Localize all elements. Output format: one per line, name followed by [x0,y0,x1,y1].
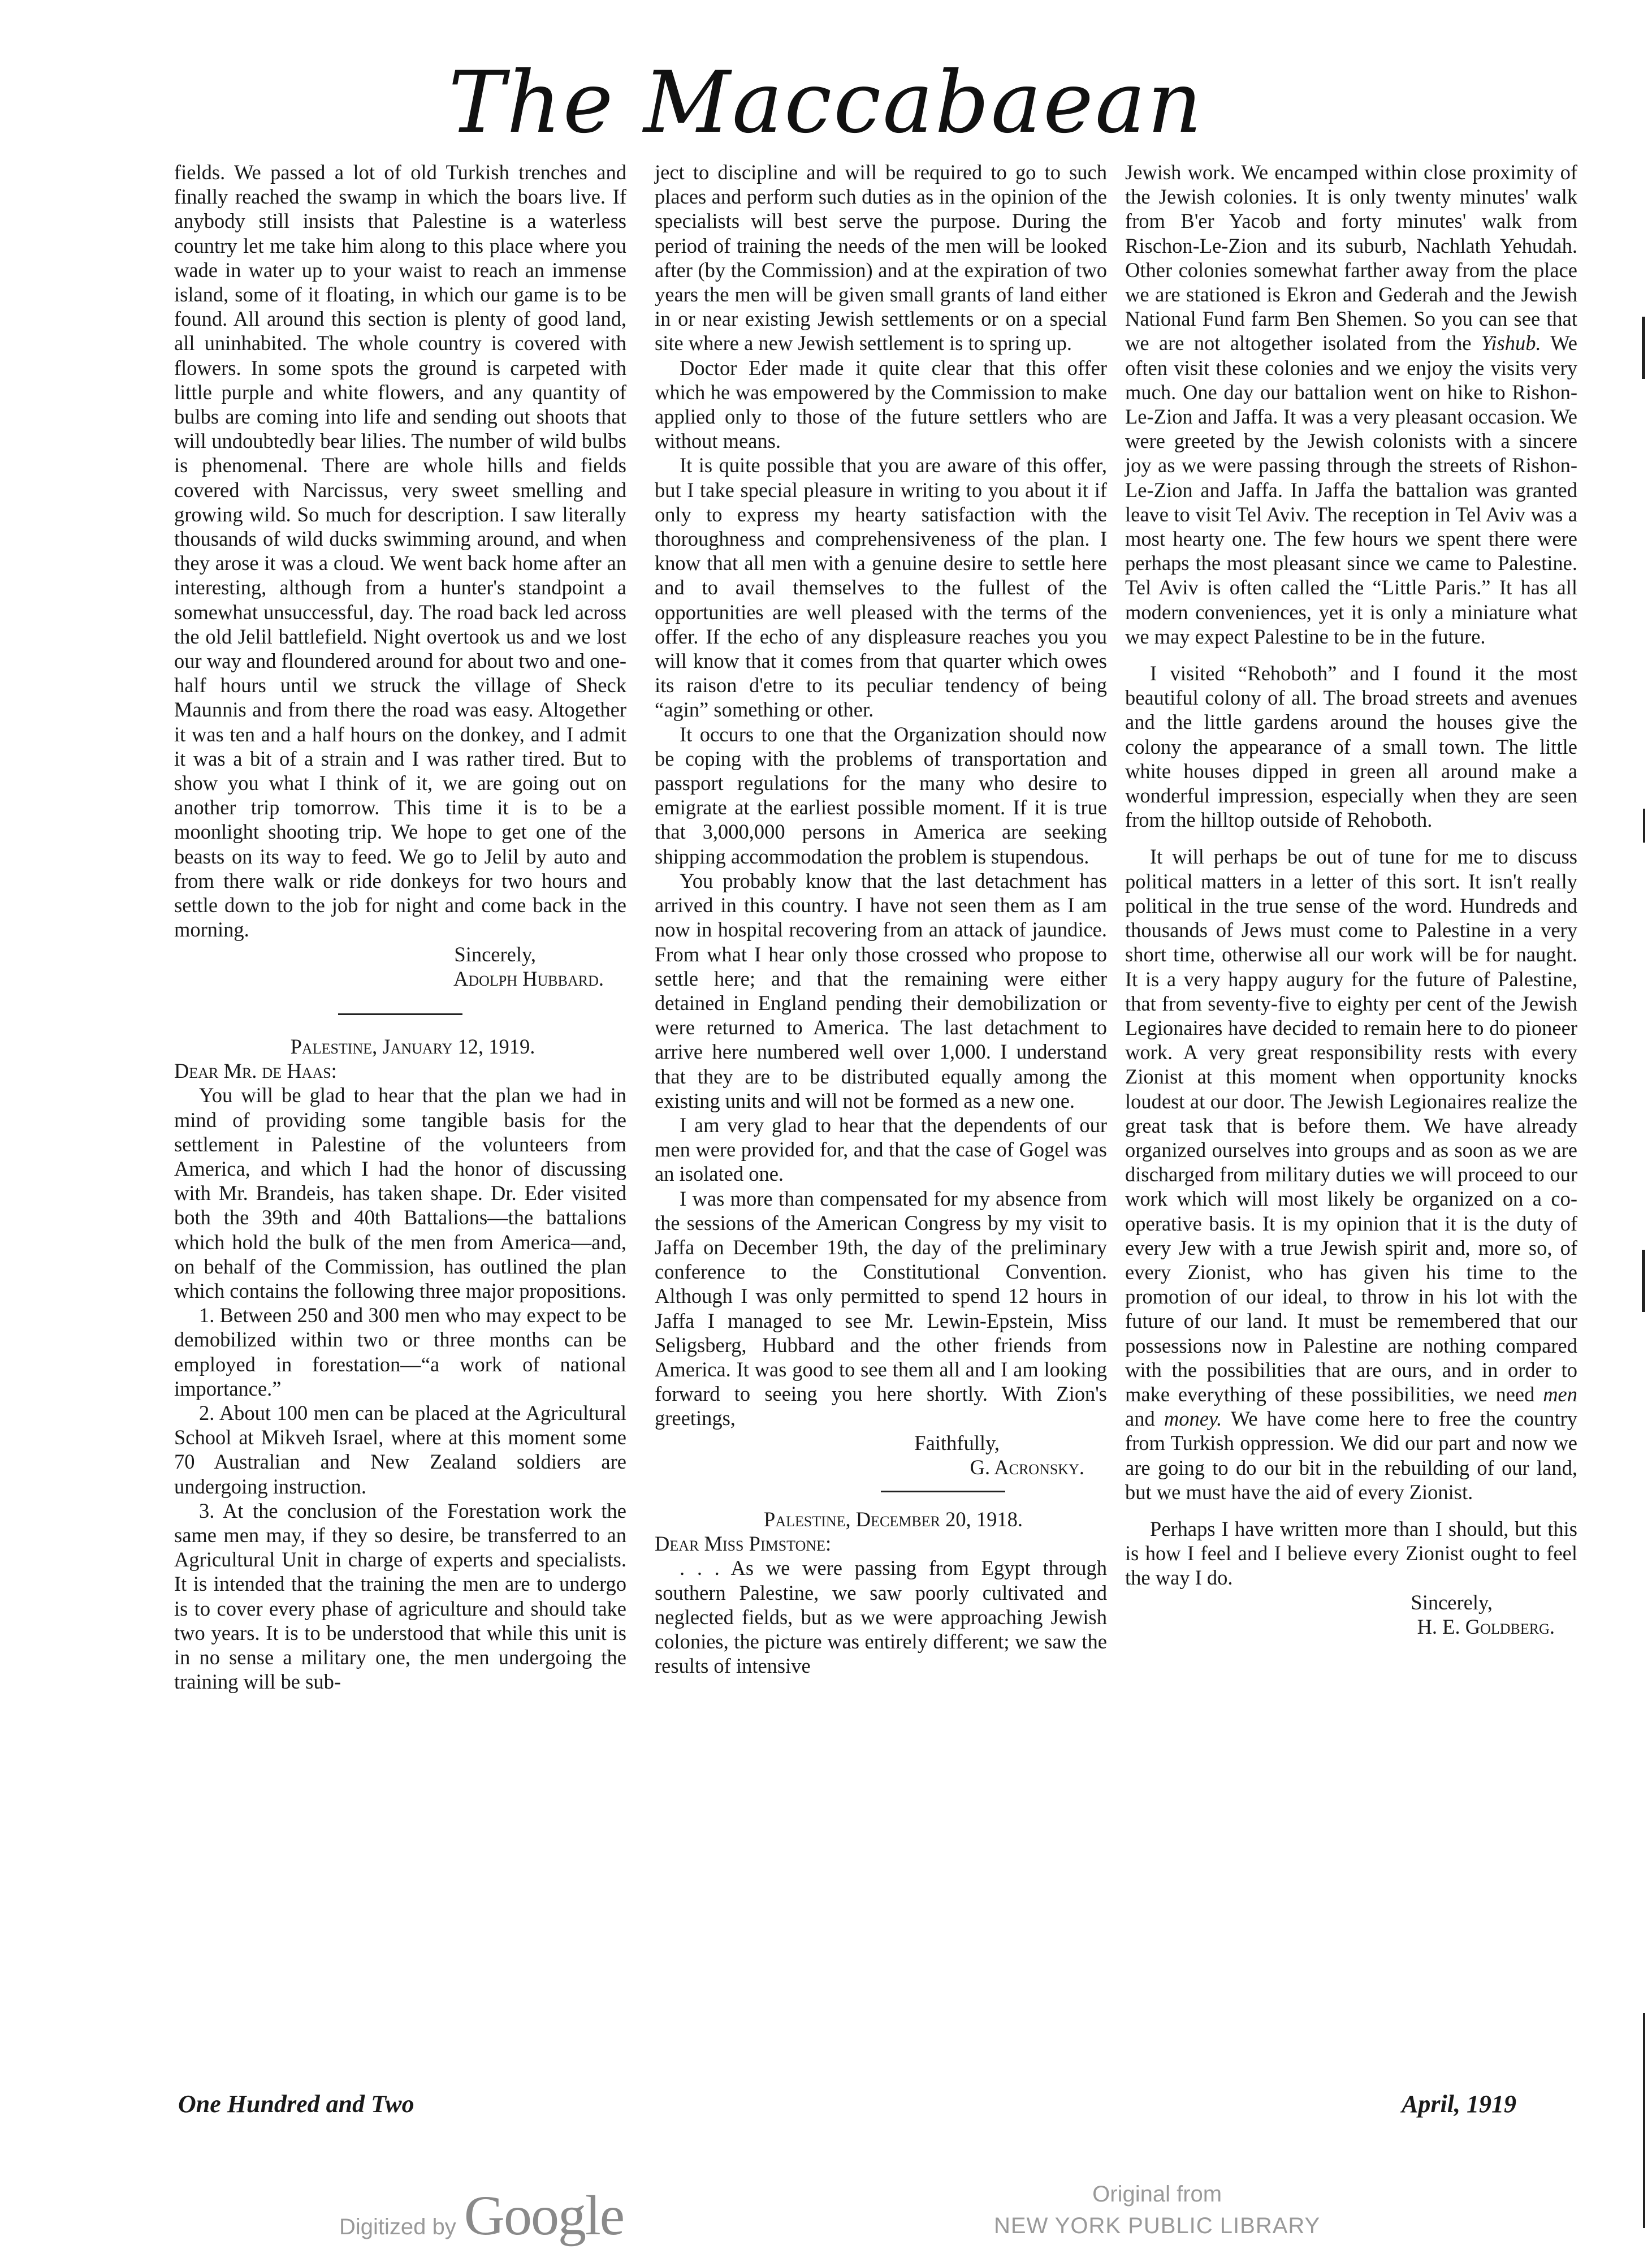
original-from-watermark [994,2178,1320,2242]
letter-dateline: Palestine, January 12, 1919. [290,1034,535,1058]
digitized-label: Digitized by [339,2214,456,2239]
text-run: It will perhaps be out of tune for me to discuss political matters in a letter of this sort. It isn't really political in the true sense of the word. Hundreds and thousands of Jews must come to Palestine in a very short time, otherwise all our work will be for naught. It is a very happy augury for the future of Palestine, that from seventy-five to eighty per cent of the Jewish Legionaires have decided to remain here to do pioneer work. A very great responsibility rests with every Zionist at this moment when opportunity knocks loudest at our door. The Jewish Legionaires realize the great task that is before them. We have already organized ourselves into groups and as soon as we are discharged from military duties we will proceed to our work which will most likely be organized on a co-operative basis. It is my opinion that it is the duty of every Jew with a true Jewish spirit and, more so, of every Zionist, who has given his time to the promotion of our ideal, to throw in his lot with the future of our land. It must be remembered that our possessions now in Palestine are nothing compared with the possibilities that are ours, and in order to make everything of these possibilities, we need [1125,845,1577,1406]
letter-signature: H. E. Goldberg. [1417,1615,1555,1638]
paragraph [1125,844,1577,1504]
text-run: Jewish work. We encamped within close proximity of the Jewish colonies. It is only twenty minutes' walk from B'er Yacob and forty minutes' walk from Rischon-Le-Zion and its suburb, Nachlath Yehudah. Other colonies somewhat farther away from the place we are stationed is Ekron and Gederah and the Jewish National Fund farm Ben Shemen. So you can see that we are not altogether isolated from the [1125,161,1577,355]
emphasis-text: men [1543,1382,1577,1406]
column-1 [174,160,626,1694]
column-3 [1125,160,1577,1639]
original-from-label: Original from [1092,2182,1222,2207]
paragraph: You probably know that the last detachment has arrived in this country. I have not seen them as I am now in hospital recovering from an attack of jaundice. From what I hear only those crossed who propose to settle here; and that the remaining were either detained in England pending their demobilization or were returned to America. The last detachment to arrive here numbered well over 1,000. I understand that they are to be distributed equally among the existing units and will not be formed as a new one. [655,869,1107,1112]
paragraph: I was more than compensated for my absence from the sessions of the American Congress by my visit to Jaffa on December 19th, the day of the preliminary conference to the Constitutional Convention. Although I was only permitted to spend 12 hours in Jaffa I managed to see Mr. Lewin-Epstein, Miss Seligsberg, Hubbard and the other friends from America. It was good to see them all and I am looking forward to seeing you here shortly. With Zion's greetings, [655,1186,1107,1430]
paragraph: 3. At the conclusion of the Forestation work the same men may, if they so desire, be transferred to an Agricultural Unit in charge of experts and specialists. It is intended that the training the men are to undergo is to cover every phase of agriculture and should take two years. It is to be understood that while this unit is in no sense a military one, the men undergoing the training will be sub- [174,1499,626,1694]
text-run: We often visit these colonies and we enjoy the visits very much. One day our battalion went on hike to Rishon-Le-Zion and Jaffa. It was a very pleasant occasion. We were greeted by the Jewish colonists with a sincere joy as we were passing through the streets of Rishon-Le-Zion and Jaffa. In Jaffa the battalion was granted leave to visit Tel Aviv. The reception in Tel Aviv was a most hearty one. The few hours we spent there were perhaps the most pleasant since we came to Palestine. Tel Aviv is often called the “Little Paris.” It has all modern conveniences, yet it is only a miniature what we may expect Palestine to be in the future. [1125,331,1577,648]
paragraph: Doctor Eder made it quite clear that this offer which he was empowered by the Commission to make applied only to those of the future settlers who are without means. [655,356,1107,453]
letter-salutation: Dear Mr. de Haas: [174,1059,337,1083]
letter-signature: Adolph Hubbard. [453,966,604,990]
letter-closing: Sincerely, [1411,1590,1493,1614]
paragraph: 1. Between 250 and 300 men who may expect to be demobilized within two or three months can be employed in forestation—“a work of national importance.” [174,1303,626,1400]
text-run: We have come here to free the country from Turkish oppression. We did our part and now we are going to do our bit in the rebuilding of our land, but we must have the aid of every Zionist. [1125,1407,1578,1504]
paragraph: I visited “Rehoboth” and I found it the most beautiful colony of all. The broad streets and avenues and the little gardens around the houses give the colony the appearance of a small town. The little white houses dipped in green all around make a wonderful impression, especially when they are seen from the hilltop outside of Rehoboth. [1125,662,1577,832]
letter-closing: Faithfully, [914,1431,1000,1454]
emphasis-text: money. [1164,1407,1222,1431]
column-2 [655,160,1107,1678]
section-separator [338,1013,462,1015]
section-separator [881,1491,1005,1492]
paragraph: 2. About 100 men can be placed at the Agricultural School at Mikveh Israel, where at this moment some 70 Australian and New Zealand soldiers are undergoing instruction. [174,1401,626,1498]
text-run: and [1125,1407,1155,1431]
letter-salutation: Dear Miss Pimstone: [655,1532,832,1556]
footer-page-number: One Hundred and Two [178,2090,414,2118]
digitized-by-watermark [339,2183,624,2248]
paragraph: It occurs to one that the Organization should now be coping with the problems of transportation and passport regulations for the many who desire to emigrate at the earliest possible moment. If it is true that 3,000,000 persons in America are seeking shipping accommodation the problem is stupendous. [655,722,1107,868]
paragraph: You will be glad to hear that the plan we had in mind of providing some tangible basis for the settlement in Palestine of the volunteers from America, and which I had the honor of discussing with Mr. Brandeis, has taken shape. Dr. Eder visited both the 39th and 40th Battalions—the battalions which hold the bulk of the men from America—and, on behalf of the Commission, has outlined the plan which contains the following three major propositions. [174,1083,626,1302]
scan-edge-mark [1643,2013,1645,2228]
letter-dateline: Palestine, December 20, 1918. [764,1507,1023,1531]
footer-date: April, 1919 [1402,2090,1516,2118]
paragraph: . . . As we were passing from Egypt through southern Palestine, we saw poorly cultivated and neglected fields, but as we were approaching Jewish colonies, the picture was entirely different; we saw the results of intensive [655,1556,1107,1678]
masthead-title: The Maccabaean [448,54,1204,152]
scan-edge-mark [1643,809,1645,843]
letter-closing: Sincerely, [454,942,536,966]
scan-edge-mark [1642,1250,1645,1312]
emphasis-text: Yishub. [1481,331,1541,355]
paragraph: ject to discipline and will be required to go to such places and perform such duties as in the opinion of the specialists will best serve the purpose. During the period of training the needs of the men will be looked after (by the Commission) and at the expiration of two years the men will be given small grants of land either in or near existing Jewish settlements or on a special site where a new Jewish settlement is to spring up. [655,161,1107,355]
library-name: NEW YORK PUBLIC LIBRARY [994,2213,1321,2238]
paragraph: I am very glad to hear that the dependents of our men were provided for, and that the case of Gogel was an isolated one. [655,1113,1107,1186]
scan-edge-mark [1642,317,1645,379]
paragraph: It is quite possible that you are aware of this offer, but I take special pleasure in writing to you about it if only to express my hearty satisfaction with the thoroughness and comprehensiveness of the plan. I know that all men with a genuine desire to settle here and to avail themselves to the fullest of the opportunities are well pleased with the terms of the offer. If the echo of any displeasure reaches you you will know that it comes from that quarter which owes its raison d'etre to its peculiar tendency of being “agin” something or other. [655,454,1107,722]
letter-signature: G. Acronsky. [970,1455,1084,1479]
paragraph: Perhaps I have written more than I should, but this is how I feel and I believe every Zionist ought to feel the way I do. [1125,1517,1577,1590]
google-logo: Google [464,2184,624,2247]
paragraph: fields. We passed a lot of old Turkish trenches and finally reached the swamp in which the boars live. If anybody still insists that Palestine is a waterless country let me take him along to this place where you wade in water up to your waist to reach an immense island, some of it floating, in which our game is to be found. All around this section is plenty of good land, all uninhabited. The whole country is covered with flowers. In some spots the ground is carpeted with little purple and white flowers, and any quantity of bulbs are coming into life and sending out shoots that will undoubtedly bear lilies. The number of wild bulbs is phenomenal. There are whole hills and fields covered with Narcissus, very sweet smelling and growing wild. So much for description. I saw literally thousands of wild ducks swimming around, and when they arose it was a cloud. We went back home after an interesting, although from a hunter's standpoint a somewhat unsuccessful, day. The road back led across the old Jelil battlefield. Night overtook us and we lost our way and floundered around for about two and one-half hours until we struck the village of Sheck Maunnis and from there the road was easy. Altogether it was ten and a half hours on the donkey, and I admit it was a bit of a strain and I was rather tired. But to show you what I think of it, we are going out on another trip tomorrow. This time it is to be a moonlight shooting trip. We hope to get one of the beasts on its way to feed. We go to Jelil by auto and from there walk or ride donkeys for two hours and settle down to the job for night and come back in the morning. [174,161,626,942]
paragraph [1125,160,1577,649]
